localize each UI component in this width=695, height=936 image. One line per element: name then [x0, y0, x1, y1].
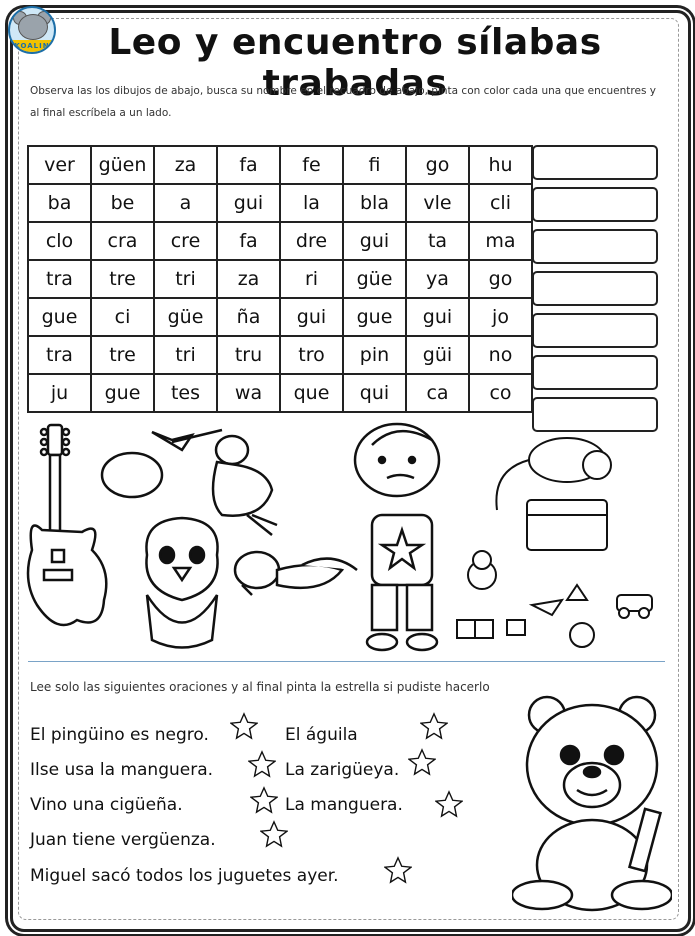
page-title: Leo y encuentro sílabas trabadas: [108, 22, 602, 104]
grid-row: [28, 146, 532, 184]
grid-cell[interactable]: no: [469, 336, 532, 374]
grid-cell[interactable]: ri: [280, 260, 343, 298]
grid-cell[interactable]: cli: [469, 184, 532, 222]
grid-row: [28, 298, 532, 336]
sentence-left-5: Miguel sacó todos los juguetes ayer.: [30, 866, 339, 886]
grid-cell[interactable]: tra: [28, 336, 91, 374]
grid-cell[interactable]: a: [154, 184, 217, 222]
grid-row: [28, 374, 532, 412]
grid-cell[interactable]: ju: [28, 374, 91, 412]
star-icon[interactable]: [435, 790, 463, 818]
grid-row: [28, 260, 532, 298]
grid-cell[interactable]: tre: [91, 336, 154, 374]
star-icon[interactable]: [250, 786, 278, 814]
grid-cell[interactable]: za: [217, 260, 280, 298]
star-icon[interactable]: [260, 820, 288, 848]
answer-boxes: [532, 145, 658, 439]
grid-cell[interactable]: güe: [154, 298, 217, 336]
sentence-left-1: El pingüino es negro.: [30, 725, 209, 745]
tiger-icon: [512, 690, 672, 915]
grid-cell[interactable]: gui: [343, 222, 406, 260]
syllable-grid: [27, 145, 533, 413]
grid-cell[interactable]: gue: [28, 298, 91, 336]
grid-cell[interactable]: ca: [406, 374, 469, 412]
star-icon[interactable]: [408, 748, 436, 776]
toys-icon: [457, 551, 652, 647]
grid-cell[interactable]: dre: [280, 222, 343, 260]
reading-instructions: Lee solo las siguientes oraciones y al final pinta la estrella si pudiste hacerlo: [30, 680, 490, 694]
grid-cell[interactable]: tri: [154, 260, 217, 298]
grid-cell[interactable]: tre: [91, 260, 154, 298]
logo-label: KOALIN: [10, 40, 54, 52]
grid-cell[interactable]: fa: [217, 222, 280, 260]
opossum-icon: [496, 438, 611, 550]
sentence-right-3: La manguera.: [285, 795, 403, 815]
grid-cell[interactable]: ña: [217, 298, 280, 336]
grid-cell[interactable]: jo: [469, 298, 532, 336]
koala-logo-icon: [8, 6, 56, 54]
sentence-left-4: Juan tiene vergüenza.: [30, 830, 216, 850]
grid-cell[interactable]: pin: [343, 336, 406, 374]
grid-cell[interactable]: tro: [280, 336, 343, 374]
picture-area: [22, 420, 672, 660]
grid-cell[interactable]: ya: [406, 260, 469, 298]
grid-cell[interactable]: cre: [154, 222, 217, 260]
grid-cell[interactable]: fe: [280, 146, 343, 184]
grid-cell[interactable]: tri: [154, 336, 217, 374]
grid-row: [28, 336, 532, 374]
grid-cell[interactable]: wa: [217, 374, 280, 412]
grid-row: [28, 222, 532, 260]
grid-cell[interactable]: za: [154, 146, 217, 184]
grid-row: [28, 184, 532, 222]
grid-cell[interactable]: güi: [406, 336, 469, 374]
sentence-right-2: La zarigüeya.: [285, 760, 400, 780]
answer-box[interactable]: [532, 145, 658, 180]
grid-cell[interactable]: ma: [469, 222, 532, 260]
penguin-icon: [146, 518, 217, 648]
grid-cell[interactable]: tes: [154, 374, 217, 412]
answer-box[interactable]: [532, 229, 658, 264]
grid-cell[interactable]: gui: [280, 298, 343, 336]
grid-cell[interactable]: gue: [343, 298, 406, 336]
grid-cell[interactable]: vle: [406, 184, 469, 222]
grid-cell[interactable]: bla: [343, 184, 406, 222]
star-icon[interactable]: [384, 856, 412, 884]
grid-cell[interactable]: güe: [343, 260, 406, 298]
instructions: Observa las los dibujos de abajo, busca su nombre en el recuadro de abajo, pinta con color cada una que encuentres y al final escríbela a un lado.: [30, 85, 656, 119]
grid-cell[interactable]: ci: [91, 298, 154, 336]
grid-cell[interactable]: que: [280, 374, 343, 412]
grid-cell[interactable]: güen: [91, 146, 154, 184]
answer-box[interactable]: [532, 313, 658, 348]
grid-cell[interactable]: ver: [28, 146, 91, 184]
grid-cell[interactable]: tra: [28, 260, 91, 298]
grid-cell[interactable]: clo: [28, 222, 91, 260]
grid-cell[interactable]: fi: [343, 146, 406, 184]
grid-cell[interactable]: ta: [406, 222, 469, 260]
star-icon[interactable]: [230, 712, 258, 740]
star-icon[interactable]: [248, 750, 276, 778]
sentence-right-1: El águila: [285, 725, 358, 745]
star-icon[interactable]: [420, 712, 448, 740]
answer-box[interactable]: [532, 355, 658, 390]
grid-cell[interactable]: gui: [406, 298, 469, 336]
grid-cell[interactable]: qui: [343, 374, 406, 412]
boy-icon: [355, 424, 439, 650]
grid-cell[interactable]: co: [469, 374, 532, 412]
sentence-left-3: Vino una cigüeña.: [30, 795, 183, 815]
grid-cell[interactable]: ba: [28, 184, 91, 222]
grid-cell[interactable]: fa: [217, 146, 280, 184]
eagle-icon: [235, 552, 357, 595]
grid-cell[interactable]: gue: [91, 374, 154, 412]
grid-cell[interactable]: gui: [217, 184, 280, 222]
grid-cell[interactable]: hu: [469, 146, 532, 184]
answer-box[interactable]: [532, 271, 658, 306]
grid-cell[interactable]: la: [280, 184, 343, 222]
grid-cell[interactable]: cra: [91, 222, 154, 260]
grid-cell[interactable]: tru: [217, 336, 280, 374]
section-divider: [28, 661, 665, 662]
grid-cell[interactable]: go: [469, 260, 532, 298]
grid-cell[interactable]: go: [406, 146, 469, 184]
guitar-icon: [28, 425, 106, 625]
grid-cell[interactable]: be: [91, 184, 154, 222]
answer-box[interactable]: [532, 187, 658, 222]
sentence-left-2: Ilse usa la manguera.: [30, 760, 214, 780]
